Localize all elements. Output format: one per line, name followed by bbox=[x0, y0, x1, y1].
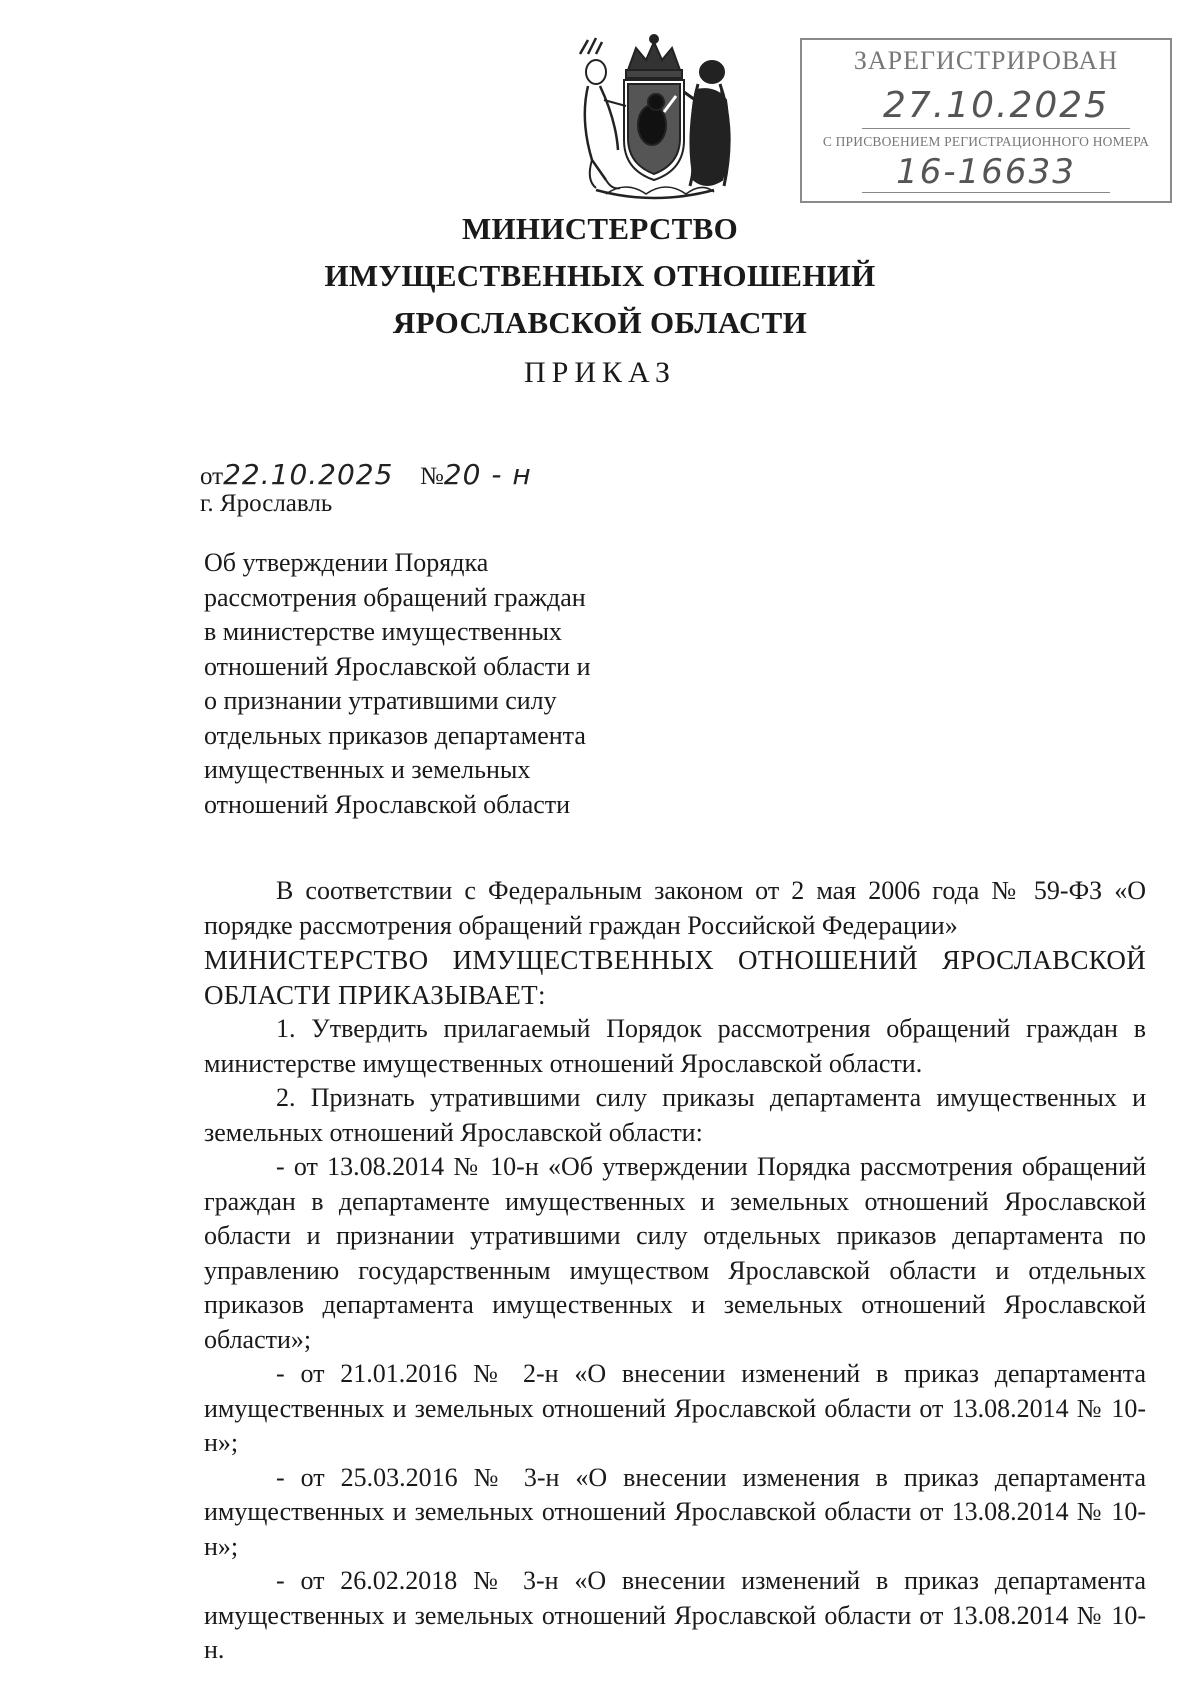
order-subject bbox=[204, 546, 644, 822]
subitem-paragraph: - от 21.01.2016 № 2-н «О внесении изменений в приказ департамента имущественных и земельных отношений Ярославской области от 13.08.2014 № 10-н»; bbox=[204, 1359, 1146, 1457]
city: г. Ярославль bbox=[200, 490, 333, 517]
subject-line: имущественных и земельных bbox=[204, 755, 531, 784]
subject-line: рассмотрения обращений граждан bbox=[204, 582, 586, 612]
ministry-title-line: ИМУЩЕСТВЕННЫХ ОТНОШЕНИЙ bbox=[324, 258, 876, 293]
number-label: № bbox=[419, 463, 444, 490]
subject-line: отношений Ярославской области и bbox=[204, 651, 591, 681]
order-body bbox=[204, 874, 1146, 1668]
ministry-title bbox=[300, 205, 900, 346]
stamp-number-handwritten: 16-16633 bbox=[862, 152, 1110, 193]
stamp-title: ЗАРЕГИСТРИРОВАН bbox=[853, 46, 1119, 75]
orders-paragraph: МИНИСТЕРСТВО ИМУЩЕСТВЕННЫХ ОТНОШЕНИЙ ЯРОСЛАВСКОЙ ОБЛАСТИ ПРИКАЗЫВАЕТ: bbox=[204, 945, 1146, 1010]
stamp-caption: С ПРИСВОЕНИЕМ РЕГИСТРАЦИОННОГО НОМЕРА bbox=[822, 134, 1150, 149]
subitem-paragraph: - от 25.03.2016 № 3-н «О внесении изменения в приказ департамента имущественных и земельных отношений Ярославской области от 13.08.2014 № 10-н»; bbox=[204, 1462, 1146, 1561]
ministry-title-line: ЯРОСЛАВСКОЙ ОБЛАСТИ bbox=[392, 305, 808, 340]
subitem-paragraph: - от 26.02.2018 № 3-н «О внесении изменений в приказ департамента имущественных и земельных отношений Ярославской области от 13.08.2014 № 10-н. bbox=[204, 1566, 1146, 1664]
subject-line: в министерстве имущественных bbox=[204, 617, 562, 646]
order-date-handwritten: 22.10.2025 bbox=[223, 458, 394, 491]
coat-of-arms-emblem bbox=[566, 30, 742, 202]
subject-line: отношений Ярославской области bbox=[204, 789, 571, 819]
subject-line: о признании утратившими силу bbox=[204, 686, 557, 715]
registration-stamp bbox=[800, 38, 1172, 203]
preamble-paragraph: В соответствии с Федеральным законом от 2 мая 2006 года № 59-ФЗ «О порядке рассмотрения обращений граждан Российской Федерации» bbox=[204, 876, 1146, 940]
stamp-date-handwritten: 27.10.2025 bbox=[862, 84, 1130, 129]
ministry-title-line: МИНИСТЕРСТВО bbox=[461, 211, 739, 246]
item-paragraph: 2. Признать утратившими силу приказы департамента имущественных и земельных отношений Ярославской области: bbox=[204, 1083, 1146, 1147]
subject-line: Об утверждении Порядка bbox=[204, 548, 489, 577]
item-paragraph: 1. Утвердить прилагаемый Порядок рассмотрения обращений граждан в министерстве имущественных отношений Ярославской области. bbox=[204, 1014, 1146, 1078]
order-date-number bbox=[200, 458, 532, 491]
order-number-handwritten: 20 - н bbox=[443, 458, 532, 491]
document-type: ПРИКАЗ bbox=[524, 356, 676, 389]
subject-line: отдельных приказов департамента bbox=[204, 720, 586, 750]
from-label: от bbox=[200, 463, 224, 490]
subitem-paragraph: - от 13.08.2014 № 10-н «Об утверждении Порядка рассмотрения обращений граждан в департаменте имущественных и земельных отношений Ярославской области и признании утратившими силу отдельных приказов департамента по управлению государственным имуществом Ярославской области и отдельных приказов департамента имущественных и земельных отношений Ярославской области»; bbox=[204, 1152, 1146, 1354]
